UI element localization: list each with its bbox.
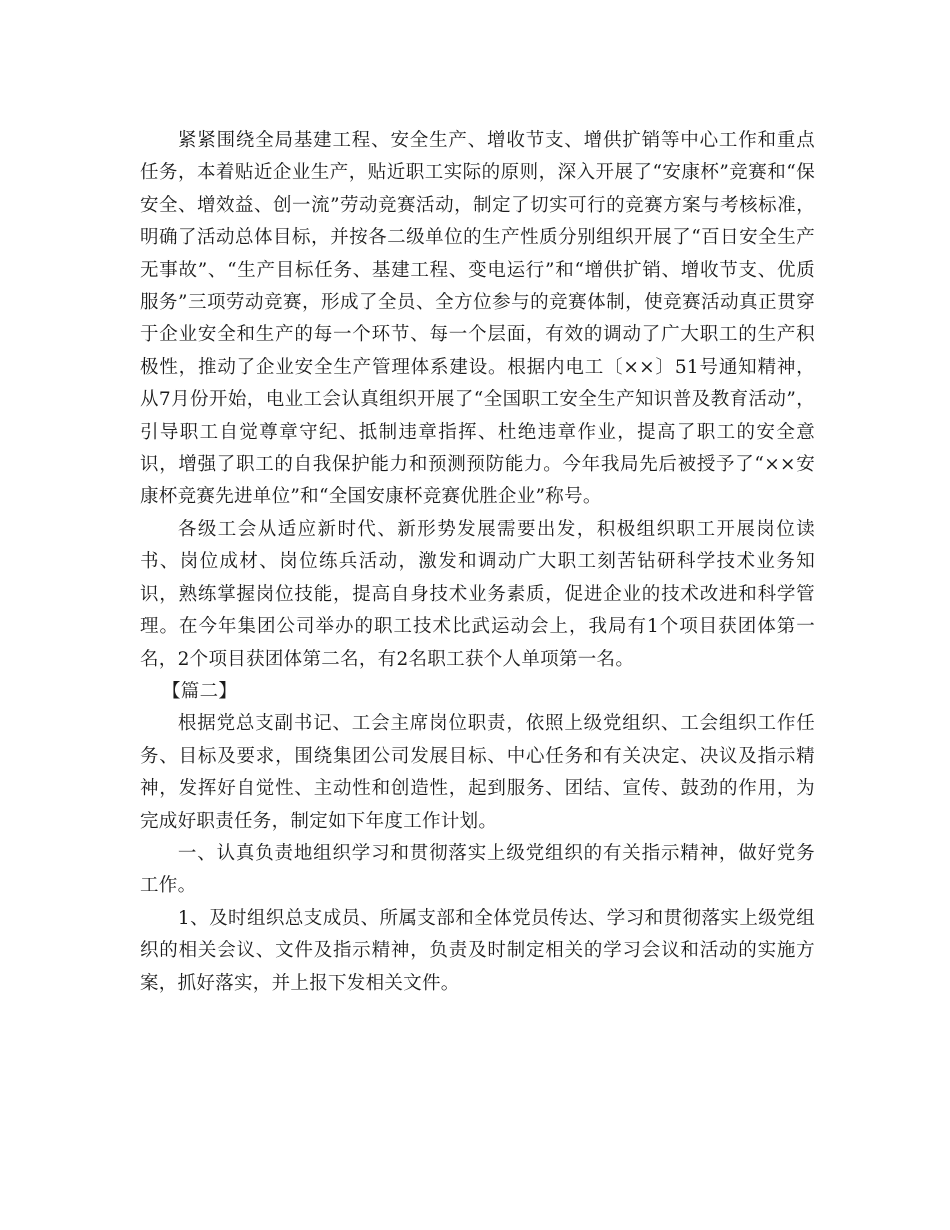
- section-heading: 【篇二】: [162, 680, 238, 702]
- paragraph-4: 一、认真负责地组织学习和贯彻落实上级党组织的有关指示精神，做好党务工作。: [140, 842, 815, 897]
- paragraph-5: 1、及时组织总支成员、所属支部和全体党员传达、学习和贯彻落实上级党组织的相关会议、文件及指示精神，负责及时制定相关的学习会议和活动的实施方案，抓好落实，并上报下发相关文件。: [140, 907, 815, 994]
- paragraph-2: 各级工会从适应新时代、新形势发展需要出发，积极组织职工开展岗位读书、岗位成材、岗位练兵活动，激发和调动广大职工刻苦钻研科学技术业务知识，熟练掌握岗位技能，提高自身技术业务素质，促进企业的技术改进和科学管理。在今年集团公司举办的职工技术比武运动会上，我局有1个项目获团体第一名，2个项目获团体第二名，有2名职工获个人单项第一名。: [140, 518, 815, 670]
- document-body: [140, 125, 815, 1000]
- paragraph-3: 根据党总支副书记、工会主席岗位职责，依照上级党组织、工会组织工作任务、目标及要求，围绕集团公司发展目标、中心任务和有关决定、决议及指示精神，发挥好自觉性、主动性和创造性，起到服务、团结、宣传、鼓劲的作用，为完成好职责任务，制定如下年度工作计划。: [140, 713, 815, 832]
- paragraph-1: 紧紧围绕全局基建工程、安全生产、增收节支、增供扩销等中心工作和重点任务，本着贴近企业生产，贴近职工实际的原则，深入开展了“安康杯”竞赛和“保安全、增效益、创一流”劳动竞赛活动，制定了切实可行的竞赛方案与考核标准，明确了活动总体目标，并按各二级单位的生产性质分别组织开展了“百日安全生产无事故”、“生产目标任务、基建工程、变电运行”和“增供扩销、增收节支、优质服务”三项劳动竞赛，形成了全员、全方位参与的竞赛体制，使竞赛活动真正贯穿于企业安全和生产的每一个环节、每一个层面，有效的调动了广大职工的生产积极性，推动了企业安全生产管理体系建设。根据内电工〔××〕51号通知精神，从7月份开始，电业工会认真组织开展了“全国职工安全生产知识普及教育活动”，引导职工自觉尊章守纪、抵制违章指挥、杜绝违章作业，提高了职工的安全意识，增强了职工的自我保护能力和预测预防能力。今年我局先后被授予了“××安康杯竞赛先进单位”和“全国安康杯竞赛优胜企业”称号。: [140, 130, 815, 508]
